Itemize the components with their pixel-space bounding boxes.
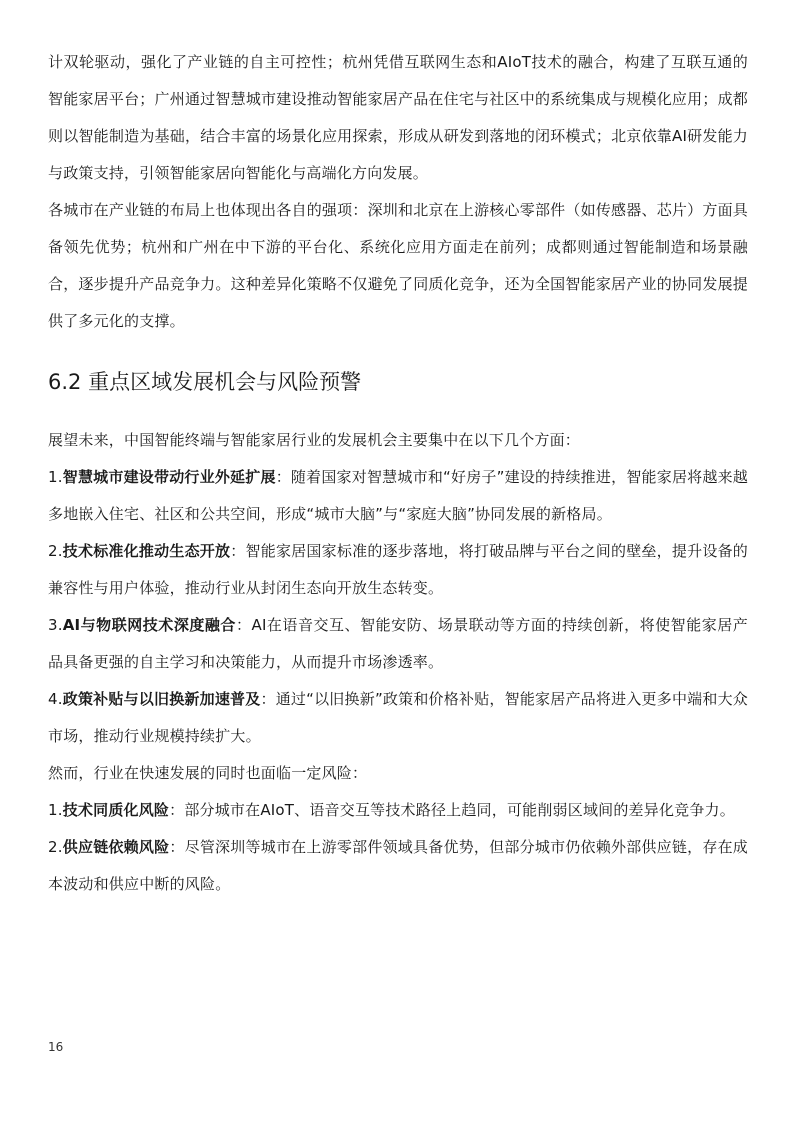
paragraph-industry-chain: 各城市在产业链的布局上也体现出各自的强项：深圳和北京在上游核心零部件（如传感器、芯片）方面具备领先优势；杭州和广州在中下游的平台化、系统化应用方面走在前列；成都则通过智能制造和场景融合，逐步提升产品竞争力。这种差异化策略不仅避免了同质化竞争，还为全国智能家居产业的协同发展提供了多元化的支撑。 [48,201,748,330]
item-title: 智慧城市建设带动行业外延扩展 [62,468,276,486]
item-number: 2. [48,542,63,560]
item-text: ：随着国家对智慧城市和“好房子”建设的持续推进，智能家居将越来越多地嵌入住宅、社区和公共空间，形成“城市大脑”与“家庭大脑”协同发展的新格局。 [48,468,748,523]
opportunity-item [48,681,748,755]
item-number: 1. [48,468,63,486]
item-title: 政策补贴与以旧换新加速普及 [62,690,261,708]
item-title: 供应链依赖风险 [62,838,170,856]
item-text: ：尽管深圳等城市在上游零部件领域具备优势，但部分城市仍依赖外部供应链，存在成本波动和供应中断的风险。 [48,838,749,893]
opportunity-item [48,607,748,681]
item-title: 技术标准化推动生态开放 [62,542,231,560]
paragraph-city-summary: 计双轮驱动，强化了产业链的自主可控性；杭州凭借互联网生态和AIoT技术的融合，构建了互联互通的智能家居平台；广州通过智慧城市建设推动智能家居产品在住宅与社区中的系统集成与规模化应用；成都则以智能制造为基础，结合丰富的场景化应用探索，形成从研发到落地的闭环模式；北京依靠AI研发能力与政策支持，引领智能家居向智能化与高端化方向发展。 [48,53,748,182]
item-number: 3. [48,616,63,634]
item-text: ：智能家居国家标准的逐步落地，将打破品牌与平台之间的壁垒，提升设备的兼容性与用户体验，推动行业从封闭生态向开放生态转变。 [48,542,748,597]
page-number: 16 [48,1040,64,1054]
opportunity-item [48,533,748,607]
item-text: ：部分城市在AIoT、语音交互等技术路径上趋同，可能削弱区域间的差异化竞争力。 [169,801,735,819]
paragraph-risk-intro: 然而，行业在快速发展的同时也面临一定风险： [48,764,368,782]
item-number: 1. [48,801,63,819]
item-text: ：通过“以旧换新”政策和价格补贴，智能家居产品将进入更多中端和大众市场，推动行业规模持续扩大。 [48,690,748,745]
item-text: ：AI在语音交互、智能安防、场景联动等方面的持续创新，将使智能家居产品具备更强的自主学习和决策能力，从而提升市场渗透率。 [48,616,748,671]
paragraph-intro: 展望未来，中国智能终端与智能家居行业的发展机会主要集中在以下几个方面： [48,431,581,449]
risk-item [48,792,748,829]
risk-item [48,829,748,903]
item-number: 2. [48,838,63,856]
item-number: 4. [48,690,63,708]
item-title: 技术同质化风险 [62,801,170,819]
document-body [48,44,748,903]
item-title: AI与物联网技术深度融合 [62,616,236,634]
opportunity-item [48,459,748,533]
section-heading: 6.2 重点区域发展机会与风险预警 [48,370,362,394]
